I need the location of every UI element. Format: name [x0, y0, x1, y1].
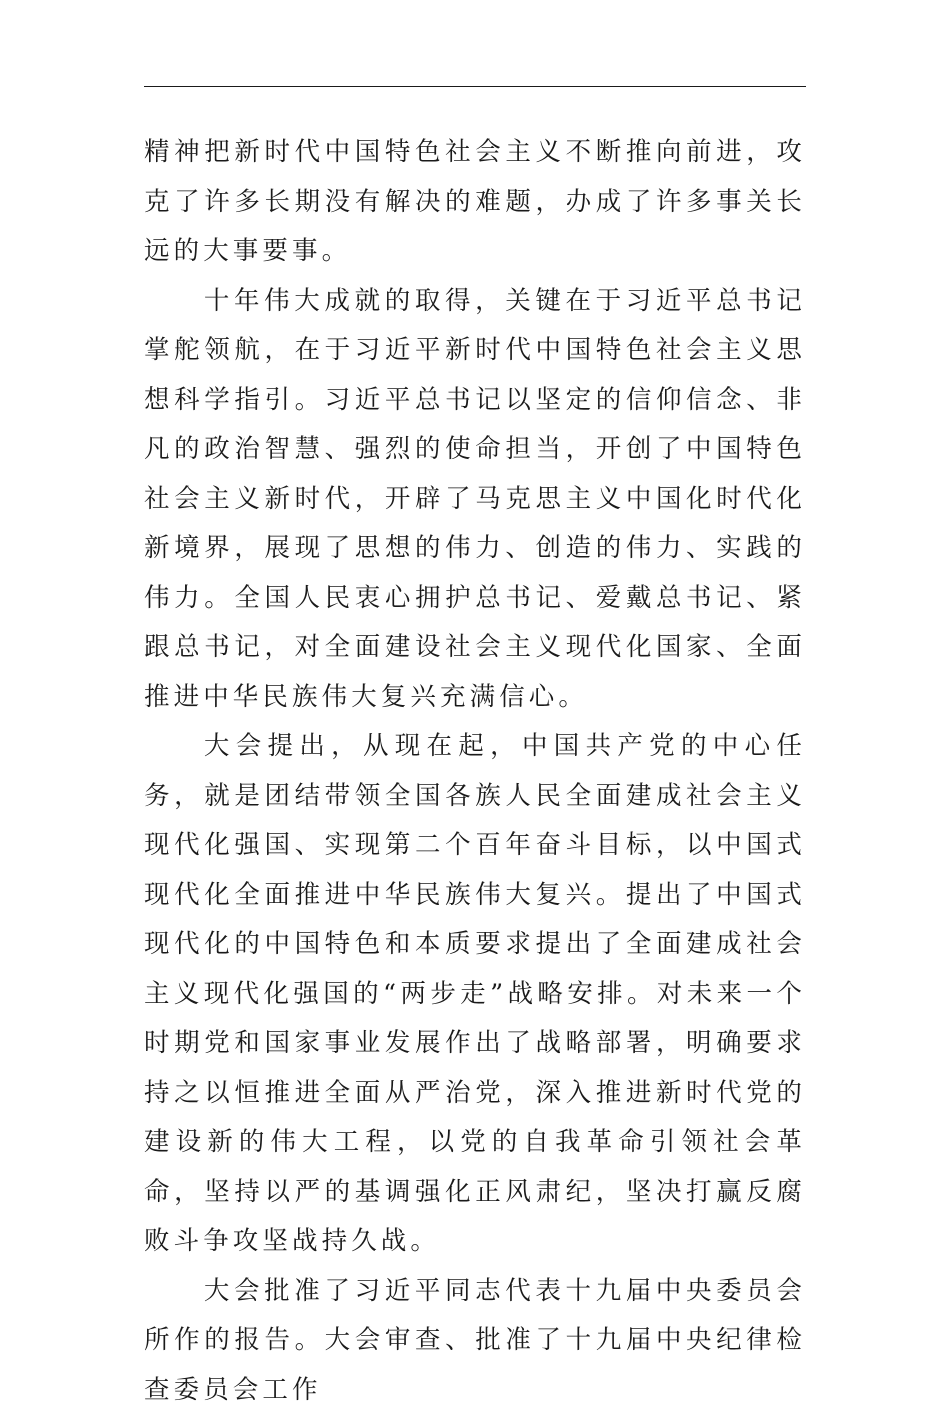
- paragraph-3: 大会提出，从现在起，中国共产党的中心任务，就是团结带领全国各族人民全面建成社会主义现代化强国、实现第二个百年奋斗目标，以中国式现代化全面推进中华民族伟大复兴。提出了中国式现代化的中国特色和本质要求提出了全面建成社会主义现代化强国的“两步走”战略安排。对未来一个时期党和国家事业发展作出了战略部署，明确要求持之以恒推进全面从严治党，深入推进新时代党的建设新的伟大工程，以党的自我革命引领社会革命，坚持以严的基调强化正风肃纪，坚决打赢反腐败斗争攻坚战持久战。: [144, 722, 806, 1267]
- paragraph-4: 大会批准了习近平同志代表十九届中央委员会所作的报告。大会审查、批准了十九届中央纪律检查委员会工作: [144, 1267, 806, 1415]
- header-rule: [144, 86, 806, 87]
- paragraph-1: 精神把新时代中国特色社会主义不断推向前进，攻克了许多长期没有解决的难题，办成了许多事关长远的大事要事。: [144, 128, 806, 277]
- paragraph-2: 十年伟大成就的取得，关键在于习近平总书记掌舵领航，在于习近平新时代中国特色社会主义思想科学指引。习近平总书记以坚定的信仰信念、非凡的政治智慧、强烈的使命担当，开创了中国特色社会主义新时代，开辟了马克思主义中国化时代化新境界，展现了思想的伟力、创造的伟力、实践的伟力。全国人民衷心拥护总书记、爱戴总书记、紧跟总书记，对全面建设社会主义现代化国家、全面推进中华民族伟大复兴充满信心。: [144, 277, 806, 723]
- body-text: [144, 128, 806, 1415]
